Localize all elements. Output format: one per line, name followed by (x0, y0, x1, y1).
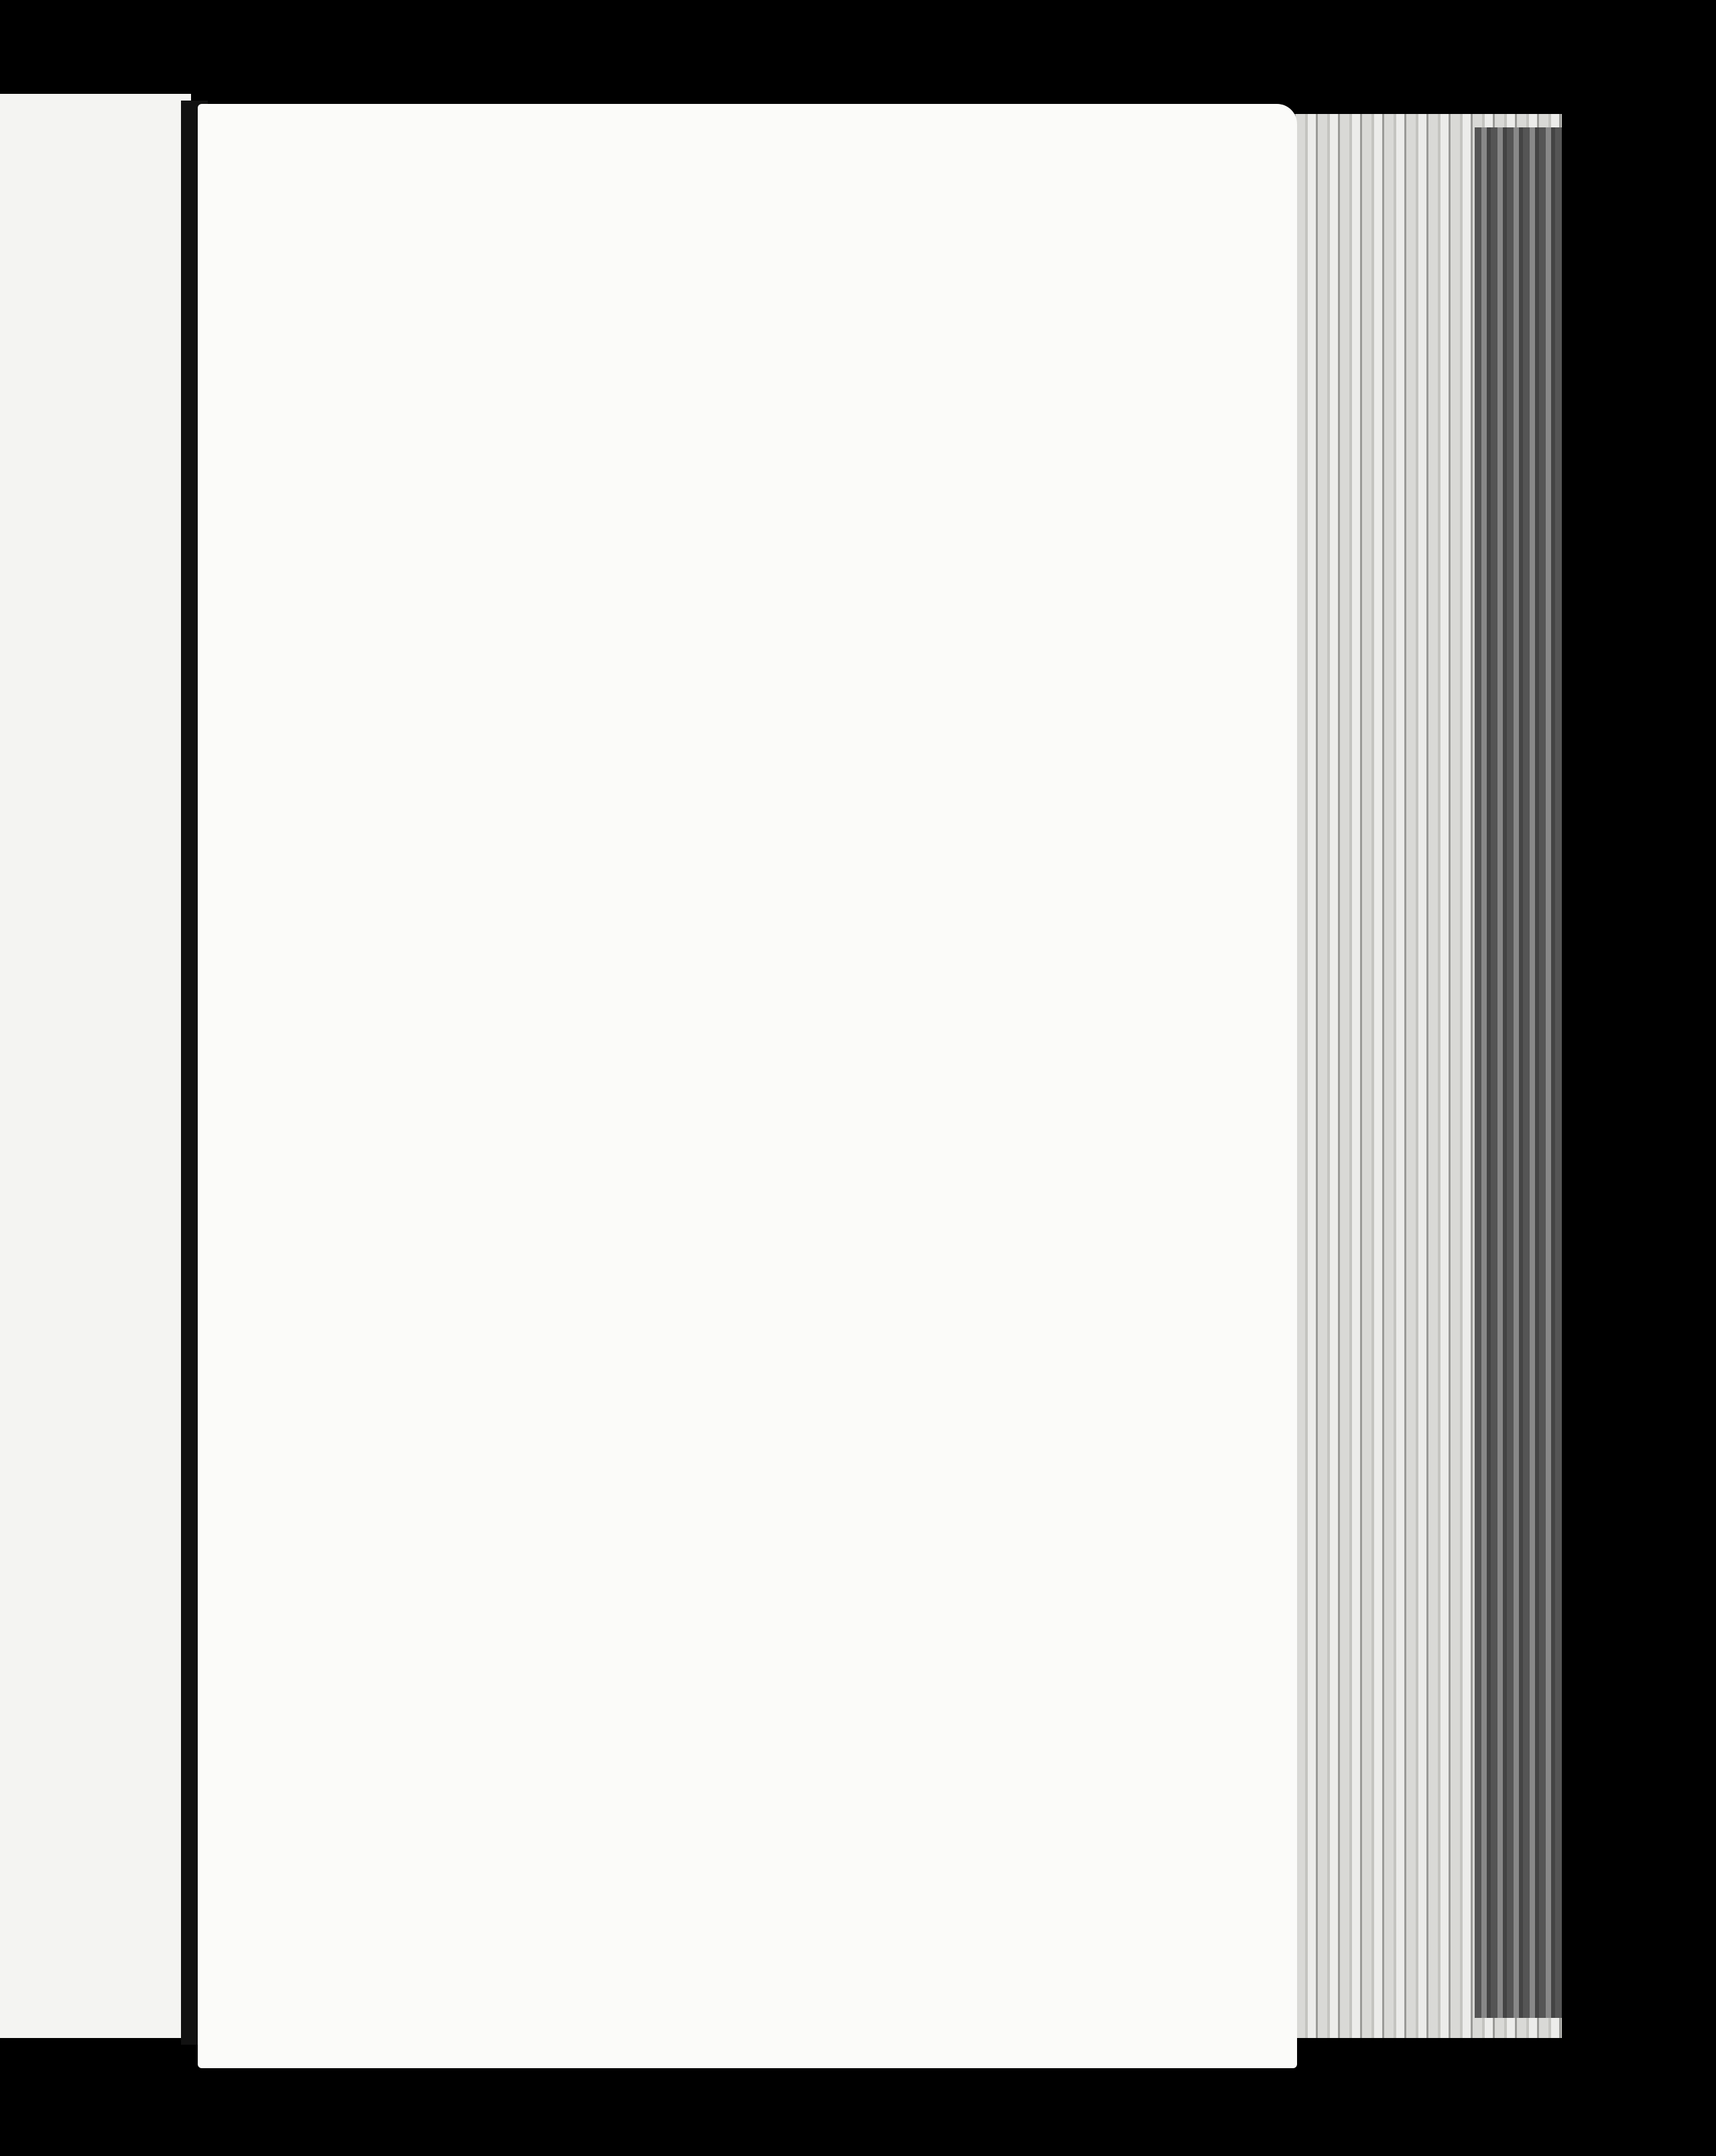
left-page (0, 94, 191, 2038)
page-edges-dark (1475, 127, 1562, 2018)
left-page-fragment (0, 268, 181, 2038)
rotated-table (258, 154, 1089, 1911)
